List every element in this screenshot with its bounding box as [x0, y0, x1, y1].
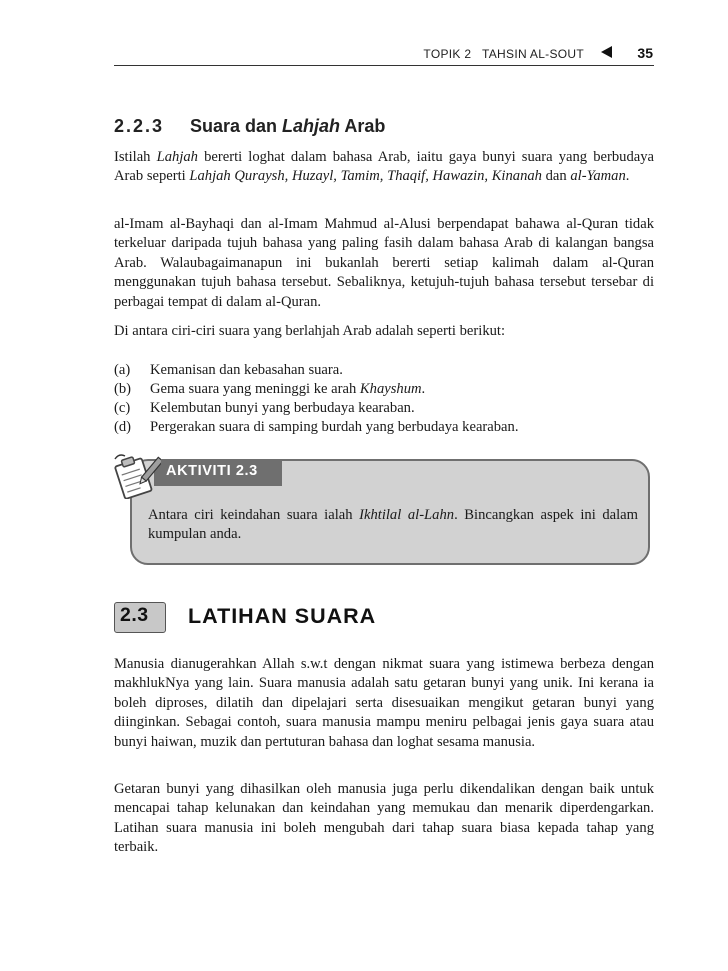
paragraph-3 [114, 322, 654, 341]
clipboard-pencil-icon [109, 451, 161, 499]
section-number-23: 2.3 [120, 604, 149, 626]
para1-t5: dan [541, 168, 571, 185]
para1-t2: Lahjah [156, 149, 198, 165]
list-item [114, 361, 343, 380]
list-text-italic: Khayshum [359, 381, 422, 397]
section-title-b: Arab [340, 116, 386, 136]
activity-t1: Antara ciri keindahan suara ialah [148, 507, 360, 523]
para1-t4: Lahjah Quraysh, Huzayl, Tamim, Thaqif, Hawazin, Kinanah [189, 168, 542, 185]
page-number: 35 [637, 45, 653, 61]
list-text-after: . [421, 381, 426, 397]
list-label: (a) [114, 362, 131, 378]
section-heading-223 [114, 116, 385, 137]
list-text: Kemanisan dan kebasahan suara. [150, 362, 343, 378]
paragraph-5-text: Getaran bunyi yang dihasilkan oleh manusia juga perlu dikendalikan dengan baik untuk mencapai tahap kelunakan dan keindahan yang memukau dan menarik diperdengarkan. Latihan suara manusia ini boleh mengubah dari tahap suara biasa kepada tahap yang terbaik. [114, 781, 654, 856]
paragraph-2 [114, 215, 654, 312]
section-title-23: LATIHAN SUARA [188, 604, 377, 628]
list-item [114, 380, 425, 399]
para1-t3: bererti loghat dalam bahasa Arab, iaitu gaya bunyi suara yang berbudaya Arab seperti [114, 149, 654, 185]
list-item [114, 418, 519, 437]
activity-label: AKTIVITI 2.3 [166, 463, 258, 479]
section-title-italic: Lahjah [282, 116, 341, 136]
activity-text [148, 506, 638, 545]
list-label: (c) [114, 400, 131, 416]
paragraph-1 [114, 148, 654, 187]
header-arrow-icon [601, 46, 612, 58]
list-item [114, 399, 415, 418]
paragraph-5 [114, 780, 654, 858]
para1-t7: . [625, 168, 630, 185]
section-title-a: Suara dan [190, 116, 283, 136]
header-topic: TOPIK 2 TAHSIN AL-SOUT [423, 47, 584, 61]
paragraph-2-text: al-Imam al-Bayhaqi dan al-Imam Mahmud al-Alusi berpendapat bahawa al-Quran tidak terkeluar daripada tujuh bahasa yang paling fasih dalam bahasa Arab di kalangan bangsa Arab. Walaubagaimanapun ini bukanlah bererti setiap kalimah dalam al-Quran menggunakan tujuh bahasa tersebut. Sebaliknya, ketujuh-tujuh bahasa tersebut tersebar di perbagai tempat di dalam al-Quran. [114, 216, 654, 310]
running-header [114, 44, 654, 66]
section-number: 2.2.3 [114, 116, 165, 136]
para1-t6: al-Yaman [570, 168, 626, 185]
paragraph-4 [114, 655, 654, 752]
paragraph-3-text: Di antara ciri-ciri suara yang berlahjah Arab adalah seperti berikut: [114, 323, 506, 339]
para1-t1: Istilah [114, 149, 157, 165]
paragraph-4-text: Manusia dianugerahkan Allah s.w.t dengan nikmat suara yang istimewa berbeza dengan makhlukNya yang lain. Suara manusia adalah satu getaran bunyi yang unik. Ini kerana ia boleh diproses, dilatih dan dipelajari serta disesuaikan mengikut getaran bunyi yang diinginkan. Sebagai contoh, suara manusia mampu meniru pelbagai jenis gaya suara atau bunyi haiwan, muzik dan pertuturan bahasa dan loghat sesama manusia. [114, 656, 654, 750]
activity-t3: . Bincangkan aspek ini dalam kumpulan anda. [148, 507, 638, 543]
list-text: Pergerakan suara di samping burdah yang berbudaya kearaban. [150, 419, 519, 435]
list-label: (b) [114, 381, 132, 397]
list-label: (d) [114, 419, 132, 435]
paragraph-1-text [114, 148, 654, 187]
list-text: Gema suara yang meninggi ke arah [150, 381, 360, 397]
list-text: Kelembutan bunyi yang berbudaya kearaban. [150, 400, 415, 416]
activity-t2: Ikhtilal al-Lahn [359, 507, 455, 523]
